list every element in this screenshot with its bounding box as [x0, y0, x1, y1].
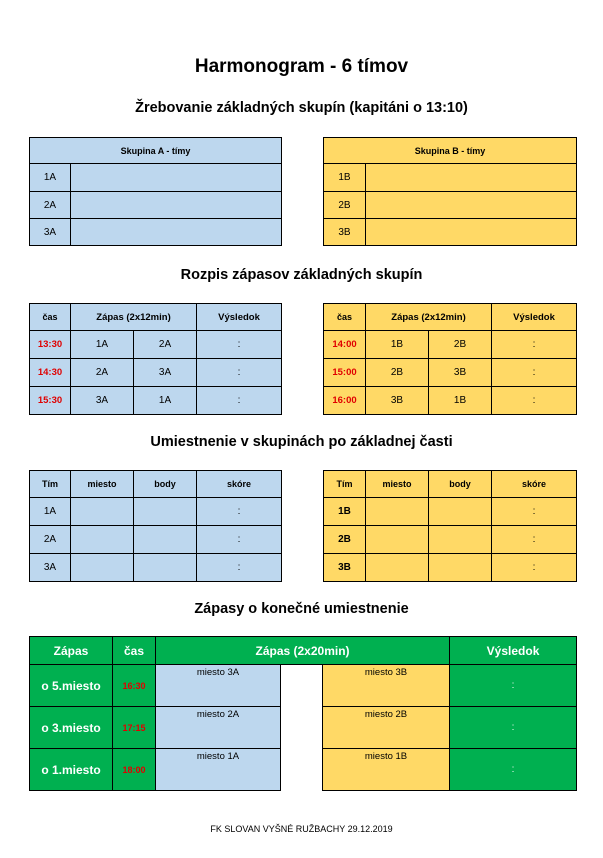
draw-team-cell: 1B: [324, 164, 366, 192]
final-match-time: 17:15: [113, 707, 156, 749]
standing-place[interactable]: [71, 498, 134, 526]
match-time: 15:30: [30, 387, 71, 415]
standing-score[interactable]: :: [492, 526, 577, 554]
standing-place[interactable]: [366, 526, 429, 554]
final-team-b[interactable]: miesto 3B: [323, 665, 450, 707]
standing-place[interactable]: [71, 526, 134, 554]
draw-team-cell: 3A: [30, 219, 71, 246]
home-team: 1A: [71, 331, 134, 359]
standing-score[interactable]: :: [197, 526, 282, 554]
match-header: Zápas (2x12min): [366, 304, 492, 331]
standing-place[interactable]: [366, 554, 429, 582]
draw-group-b-table: [323, 137, 577, 246]
final-vs-gap: [281, 749, 323, 791]
match-result[interactable]: :: [197, 331, 282, 359]
final-match-header: Zápas: [30, 637, 113, 665]
final-time-header: čas: [113, 637, 156, 665]
final-match-time: 18:00: [113, 749, 156, 791]
standings-group-b-table: [323, 470, 577, 582]
match-time: 14:00: [324, 331, 366, 359]
time-header: čas: [324, 304, 366, 331]
final-match-label: o 1.miesto: [30, 749, 113, 791]
standing-score[interactable]: :: [492, 554, 577, 582]
draw-team-name-cell[interactable]: [366, 192, 577, 219]
final-matches-table: [29, 636, 577, 791]
away-team: 1A: [134, 387, 197, 415]
home-team: 3B: [366, 387, 429, 415]
home-team: 1B: [366, 331, 429, 359]
standing-team: 2B: [324, 526, 366, 554]
section-draw-title: Žrebovanie základných skupín (kapitáni o 13:10): [135, 100, 468, 116]
match-result[interactable]: :: [492, 387, 577, 415]
score-header: skóre: [197, 471, 282, 498]
score-header: skóre: [492, 471, 577, 498]
draw-group-a-table: [29, 137, 282, 246]
standing-team: 3B: [324, 554, 366, 582]
standings-group-a-table: [29, 470, 282, 582]
home-team: 2B: [366, 359, 429, 387]
standing-points[interactable]: [134, 526, 197, 554]
final-match-time: 16:30: [113, 665, 156, 707]
final-match-result[interactable]: :: [450, 665, 577, 707]
section-final-title: Zápasy o konečné umiestnenie: [194, 601, 409, 617]
home-team: 3A: [71, 387, 134, 415]
standing-place[interactable]: [71, 554, 134, 582]
time-header: čas: [30, 304, 71, 331]
match-result[interactable]: :: [492, 331, 577, 359]
standing-team: 1B: [324, 498, 366, 526]
final-result-header: Výsledok: [450, 637, 577, 665]
match-header: Zápas (2x12min): [71, 304, 197, 331]
final-team-b[interactable]: miesto 1B: [323, 749, 450, 791]
match-result[interactable]: :: [197, 359, 282, 387]
draw-team-cell: 1A: [30, 164, 71, 192]
draw-team-name-cell[interactable]: [71, 192, 282, 219]
away-team: 3B: [429, 359, 492, 387]
final-team-b[interactable]: miesto 2B: [323, 707, 450, 749]
final-match-label: o 5.miesto: [30, 665, 113, 707]
match-result[interactable]: :: [197, 387, 282, 415]
away-team: 1B: [429, 387, 492, 415]
place-header: miesto: [366, 471, 429, 498]
section-schedule-title: Rozpis zápasov základných skupín: [180, 267, 423, 283]
standing-score[interactable]: :: [197, 498, 282, 526]
match-time: 15:00: [324, 359, 366, 387]
final-match-result[interactable]: :: [450, 749, 577, 791]
points-header: body: [429, 471, 492, 498]
home-team: 2A: [71, 359, 134, 387]
standing-team: 3A: [30, 554, 71, 582]
group-b-header: Skupina B - tímy: [324, 138, 577, 164]
final-vs-gap: [281, 665, 323, 707]
group-a-header: Skupina A - tímy: [30, 138, 282, 164]
team-header: Tím: [324, 471, 366, 498]
schedule-group-a-table: [29, 303, 282, 415]
draw-team-cell: 3B: [324, 219, 366, 246]
standing-points[interactable]: [134, 498, 197, 526]
standing-points[interactable]: [429, 498, 492, 526]
draw-team-name-cell[interactable]: [71, 164, 282, 192]
result-header: Výsledok: [197, 304, 282, 331]
place-header: miesto: [71, 471, 134, 498]
draw-team-name-cell[interactable]: [366, 164, 577, 192]
final-game-header: Zápas (2x20min): [156, 637, 450, 665]
draw-team-cell: 2B: [324, 192, 366, 219]
standing-team: 1A: [30, 498, 71, 526]
final-team-a[interactable]: miesto 2A: [156, 707, 281, 749]
final-match-result[interactable]: :: [450, 707, 577, 749]
team-header: Tím: [30, 471, 71, 498]
match-result[interactable]: :: [492, 359, 577, 387]
result-header: Výsledok: [492, 304, 577, 331]
schedule-group-b-table: [323, 303, 577, 415]
final-team-a[interactable]: miesto 3A: [156, 665, 281, 707]
section-standings-title: Umiestnenie v skupinách po základnej časti: [150, 434, 453, 450]
standing-team: 2A: [30, 526, 71, 554]
match-time: 16:00: [324, 387, 366, 415]
standing-place[interactable]: [366, 498, 429, 526]
standing-points[interactable]: [429, 526, 492, 554]
standing-score[interactable]: :: [492, 498, 577, 526]
final-vs-gap: [281, 707, 323, 749]
page-title: Harmonogram - 6 tímov: [194, 56, 409, 77]
footer-text: FK SLOVAN VYŠNÉ RUŽBACHY 29.12.2019: [210, 824, 393, 834]
draw-team-cell: 2A: [30, 192, 71, 219]
away-team: 3A: [134, 359, 197, 387]
draw-team-name-cell[interactable]: [366, 219, 577, 246]
standing-points[interactable]: [134, 554, 197, 582]
final-team-a[interactable]: miesto 1A: [156, 749, 281, 791]
match-time: 14:30: [30, 359, 71, 387]
points-header: body: [134, 471, 197, 498]
standing-score[interactable]: :: [197, 554, 282, 582]
draw-team-name-cell[interactable]: [71, 219, 282, 246]
standing-points[interactable]: [429, 554, 492, 582]
away-team: 2B: [429, 331, 492, 359]
match-time: 13:30: [30, 331, 71, 359]
away-team: 2A: [134, 331, 197, 359]
final-match-label: o 3.miesto: [30, 707, 113, 749]
